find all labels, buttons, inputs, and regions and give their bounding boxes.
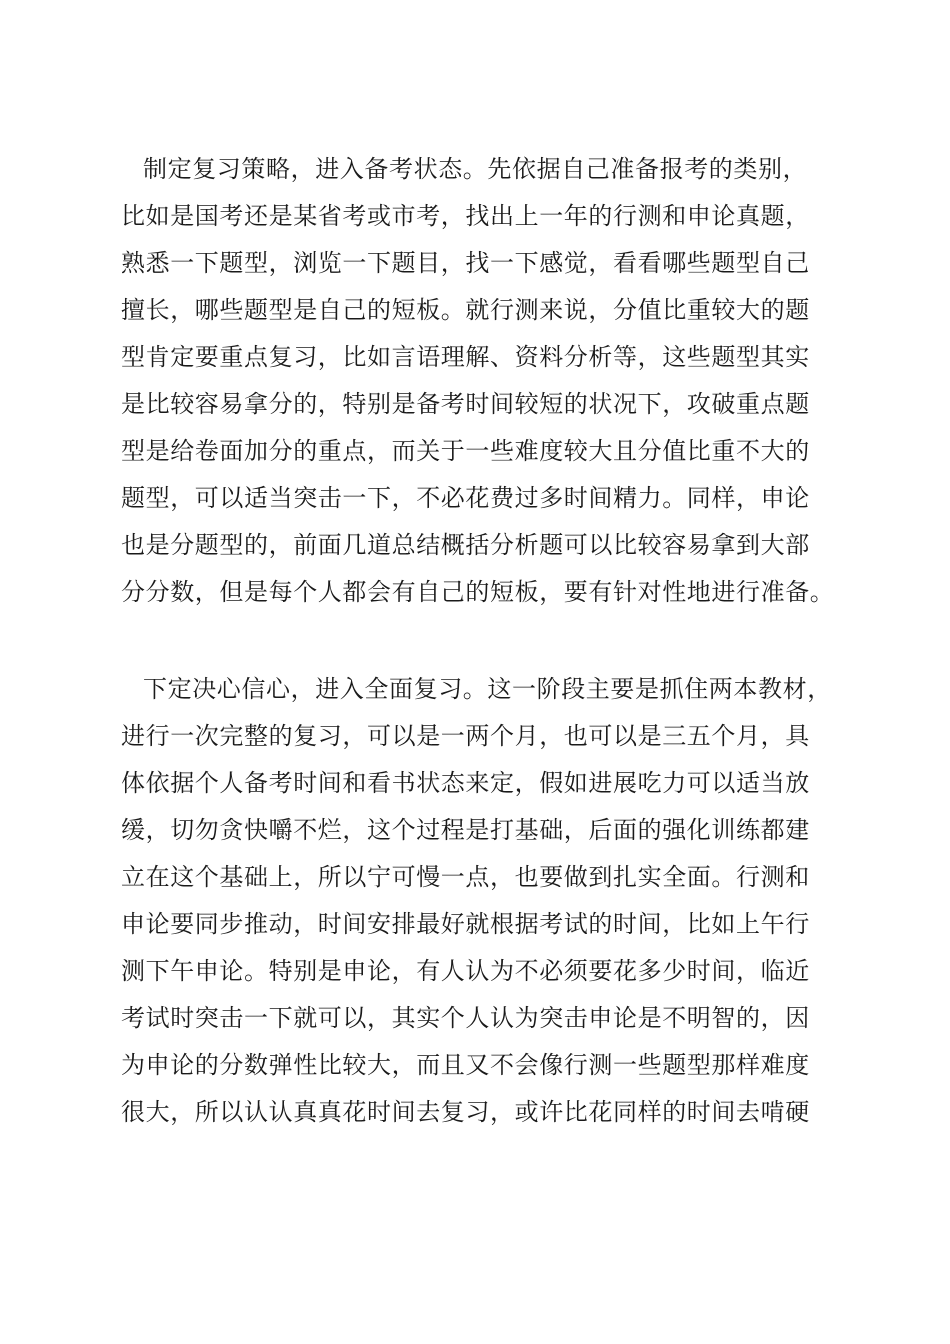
paragraph-line: 缓，切勿贪快嚼不烂，这个过程是打基础，后面的强化训练都建 (121, 816, 810, 844)
paragraph-line: 分分数，但是每个人都会有自己的短板，要有针对性地进行准备。 (121, 578, 835, 606)
paragraph-line: 比如是国考还是某省考或市考，找出上一年的行测和申论真题， (121, 202, 810, 230)
paragraph-line: 进行一次完整的复习，可以是一两个月，也可以是三五个月，具 (121, 722, 810, 750)
paragraph-line: 体依据个人备考时间和看书状态来定，假如进展吃力可以适当放 (121, 769, 810, 797)
paragraph-line: 立在这个基础上，所以宁可慢一点，也要做到扎实全面。行测和 (121, 863, 810, 891)
paragraph-line: 也是分题型的，前面几道总结概括分析题可以比较容易拿到大部 (121, 531, 810, 559)
paragraph-review-strategy (121, 146, 841, 616)
paragraph-line: 为申论的分数弹性比较大，而且又不会像行测一些题型那样难度 (121, 1051, 810, 1079)
paragraph-full-review (121, 666, 841, 1136)
paragraph-line: 是比较容易拿分的，特别是备考时间较短的状况下，攻破重点题 (121, 390, 810, 418)
paragraph-line: 型肯定要重点复习，比如言语理解、资料分析等，这些题型其实 (121, 343, 810, 371)
paragraph-line: 制定复习策略，进入备考状态。先依据自己准备报考的类别， (143, 155, 808, 183)
paragraph-line: 很大，所以认认真真花时间去复习，或许比花同样的时间去啃硬 (121, 1098, 810, 1126)
paragraph-line: 熟悉一下题型，浏览一下题目，找一下感觉，看看哪些题型自己 (121, 249, 810, 277)
paragraph-line: 申论要同步推动，时间安排最好就根据考试的时间，比如上午行 (121, 910, 810, 938)
paragraph-line: 题型，可以适当突击一下，不必花费过多时间精力。同样，申论 (121, 484, 810, 512)
paragraph-line: 测下午申论。特别是申论，有人认为不必须要花多少时间，临近 (121, 957, 810, 985)
paragraph-line: 考试时突击一下就可以，其实个人认为突击申论是不明智的，因 (121, 1004, 810, 1032)
paragraph-line: 型是给卷面加分的重点，而关于一些难度较大且分值比重不大的 (121, 437, 810, 465)
paragraph-line: 下定决心信心，进入全面复习。这一阶段主要是抓住两本教材， (143, 675, 832, 703)
paragraph-line: 擅长，哪些题型是自己的短板。就行测来说，分值比重较大的题 (121, 296, 810, 324)
